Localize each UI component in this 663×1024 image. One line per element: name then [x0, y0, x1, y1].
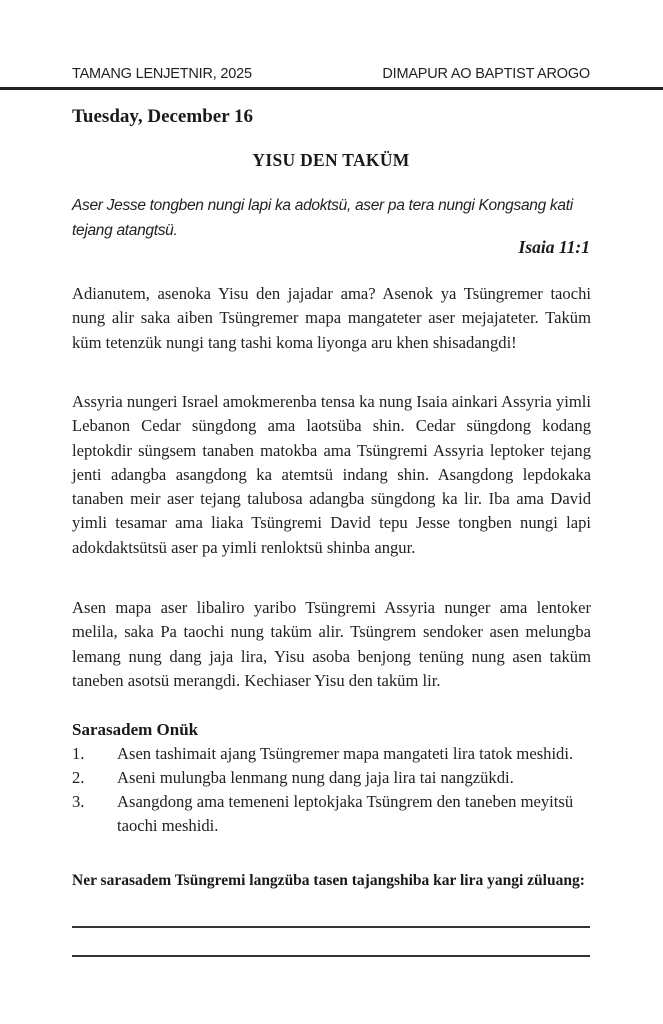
publication-title: TAMANG LENJETNIR, 2025 — [72, 66, 252, 82]
question-text: Asangdong ama temeneni leptokjaka Tsüngrem den taneben meyitsü taochi meshidi. — [117, 792, 574, 835]
body-paragraph-2: Assyria nungeri Israel amokmerenba tensa ka nung Isaia ainkari Assyria yimli Lebanon Cedar süngdong ama laotsüba shin. Cedar süngdong kodang leptokdir süngsem tanaben matokba ama Tsüngremi Assyria leptoker tejang jenti adangba asangdong ka atemtsü indang shin. Asangdong lepdokaka tanaben meir aser tejang talubosa adangba süngdong ka lir. Iba ama David yimli tesamar ama liaka Tsüngremi David tepu Jesse tongben nungi lapi adokdaktsütsü aser pa yimli renloktsü shinba angur. — [72, 392, 591, 557]
scripture-reference: Isaia 11:1 — [518, 237, 590, 257]
header-rule — [0, 87, 663, 90]
running-head — [72, 66, 590, 82]
publisher-name: DIMAPUR AO BAPTIST AROGO — [382, 66, 590, 82]
prayer-prompt: Ner sarasadem Tsüngremi langzüba tasen tajangshiba kar lira yangi züluang: — [72, 872, 585, 889]
devotion-title: YISU DEN TAKÜM — [252, 150, 410, 170]
question-item — [72, 766, 591, 790]
reflection-questions — [72, 742, 591, 838]
question-text: Aseni mulungba lenmang nung dang jaja lira tai nangzükdi. — [117, 768, 514, 787]
question-text: Asen tashimait ajang Tsüngremer mapa mangateti lira tatok meshidi. — [117, 744, 574, 763]
date-heading: Tuesday, December 16 — [72, 106, 254, 127]
answer-line — [72, 926, 590, 928]
body-paragraph-1: Adianutem, asenoka Yisu den jajadar ama? Asenok ya Tsüngremer taochi nung alir saka aiben Tsüngremer mapa mangateter aser mejajateter. Taküm küm tetenzük nungi tang tashi koma liyonga aru khen shisadangdi! — [72, 284, 591, 352]
question-item — [72, 790, 591, 838]
question-number: 1. — [72, 744, 85, 763]
question-number: 2. — [72, 768, 85, 787]
body-paragraph-3: Asen mapa aser libaliro yaribo Tsüngremi Assyria nunger ama lentoker melila, saka Pa taochi nung taküm alir. Tsüngrem sendoker asen melungba lemang nung dang jaja lira, Yisu asoba benjong tenüng nung asen taküm taneben asotsü merangdi. Kechiaser Yisu den taküm lir. — [72, 598, 591, 690]
answer-line — [72, 955, 590, 957]
question-item — [72, 742, 591, 766]
scripture-verse: Aser Jesse tongben nungi lapi ka adoktsü, aser pa tera nungi Kongsang kati tejang atangtsü. — [72, 197, 573, 239]
question-number: 3. — [72, 792, 85, 811]
reflection-heading: Sarasadem Onük — [72, 720, 199, 739]
